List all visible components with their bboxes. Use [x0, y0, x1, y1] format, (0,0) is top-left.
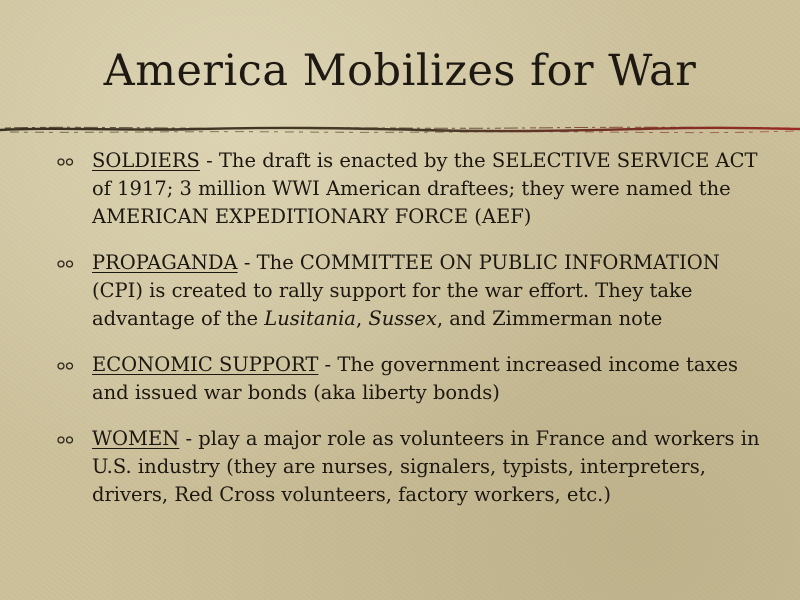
slide-title: America Mobilizes for War — [103, 46, 697, 96]
bullet-item-propaganda — [0, 249, 800, 333]
bullet-text — [92, 147, 760, 231]
bullet-text — [92, 425, 760, 509]
bullet-term: ECONOMIC SUPPORT — [92, 353, 319, 376]
bullet-italic-lusitania: Lusitania — [264, 307, 356, 330]
bullet-item-women — [0, 425, 800, 509]
bullet-item-soldiers — [0, 147, 800, 231]
bullet-italic-sussex: Sussex — [368, 307, 437, 330]
bullet-text — [92, 249, 760, 333]
bullet-marker-icon — [57, 436, 74, 444]
bullet-body: - The COMMITTEE ON PUBLIC INFORMATION (CPI) is created to rally support for the war effort. They take advantage of the — [92, 251, 720, 330]
bullet-list — [0, 147, 800, 527]
bullet-item-economic-support — [0, 351, 800, 407]
bullet-separator: , — [355, 307, 369, 330]
title-divider-rule — [0, 122, 800, 138]
bullet-tail: , and Zimmerman note — [436, 307, 663, 330]
bullet-term: SOLDIERS — [92, 149, 200, 172]
bullet-term: WOMEN — [92, 427, 180, 450]
bullet-marker-icon — [57, 158, 74, 166]
bullet-body: - play a major role as volunteers in France and workers in U.S. industry (they are nurses, signalers, typists, interpreters, drivers, Red Cross volunteers, factory workers, etc.) — [92, 427, 760, 506]
bullet-marker-icon — [57, 260, 74, 268]
bullet-marker-icon — [57, 362, 74, 370]
bullet-body: - The draft is enacted by the SELECTIVE SERVICE ACT of 1917; 3 million WWI American draftees; they were named the AMERICAN EXPEDITIONARY FORCE (AEF) — [92, 149, 758, 228]
bullet-body: - The government increased income taxes and issued war bonds (aka liberty bonds) — [92, 353, 739, 404]
bullet-term: PROPAGANDA — [92, 251, 238, 274]
bullet-text — [92, 351, 760, 407]
